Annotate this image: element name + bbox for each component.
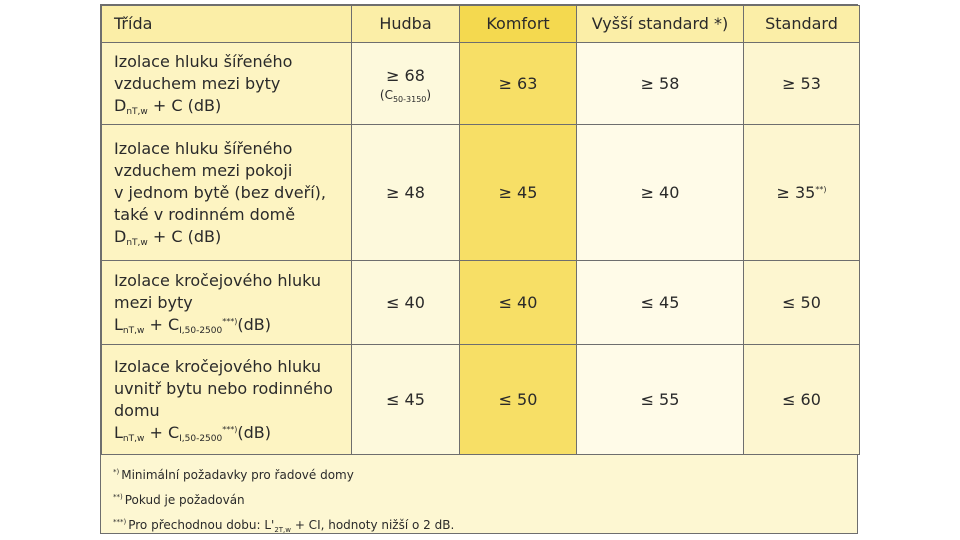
row-label bbox=[102, 125, 352, 261]
header-row bbox=[102, 6, 860, 43]
label-line: Izolace hluku šířeného bbox=[114, 138, 293, 158]
table-row bbox=[102, 345, 860, 455]
label-line: Izolace hluku šířeného bbox=[114, 51, 293, 71]
row-label bbox=[102, 345, 352, 455]
table-row bbox=[102, 125, 860, 261]
cell-hudba: ≥ 68 $(C_{50-3150})$ bbox=[352, 43, 460, 125]
header-trida: Třída bbox=[102, 6, 352, 43]
cell-hudba: ≤ 45 bbox=[352, 345, 460, 455]
footnote: ***) Pro přechodnou dobu: $L'_{2T,w}$ + CI, hodnoty nižší o 2 dB. bbox=[113, 518, 455, 534]
label-line: vzduchem mezi pokoji bbox=[114, 160, 293, 180]
footnote: *) Minimální požadavky pro řadové domy bbox=[113, 468, 354, 482]
cell-standard: ≤ 60 bbox=[744, 345, 860, 455]
label-line: Izolace kročejového hluku bbox=[114, 356, 322, 376]
row-label bbox=[102, 43, 352, 125]
footnote-mark: **) bbox=[815, 184, 827, 194]
cell-komfort: ≤ 40 bbox=[460, 261, 577, 345]
cell-vyssi-standard: ≤ 55 bbox=[577, 345, 744, 455]
cell-komfort: ≥ 45 bbox=[460, 125, 577, 261]
footnotes bbox=[101, 455, 857, 536]
cell-standard: ≤ 50 bbox=[744, 261, 860, 345]
cell-vyssi-standard: ≥ 40 bbox=[577, 125, 744, 261]
label-line: mezi byty bbox=[114, 292, 193, 312]
header-hudba: Hudba bbox=[352, 6, 460, 43]
label-line: Izolace kročejového hluku bbox=[114, 270, 322, 290]
label-line: v jednom bytě (bez dveří), bbox=[114, 182, 326, 202]
row-formula: $D_{nT,w} + C$ (dB) bbox=[114, 95, 222, 117]
cell-komfort: ≥ 63 bbox=[460, 43, 577, 125]
label-line: vzduchem mezi byty bbox=[114, 73, 281, 93]
cell-hudba: ≤ 40 bbox=[352, 261, 460, 345]
row-formula: $L_{nT,w} + C_{I,50-2500}^{***)}(dB)$ bbox=[114, 422, 271, 444]
sound-insulation-table bbox=[101, 5, 860, 455]
requirements-table-container bbox=[100, 4, 858, 534]
label-line: také v rodinném domě bbox=[114, 204, 296, 224]
table-row bbox=[102, 43, 860, 125]
row-formula: $D_{nT,w} + C$ (dB) bbox=[114, 226, 222, 248]
cell-vyssi-standard: ≥ 58 bbox=[577, 43, 744, 125]
row-formula: $L_{nT,w} + C_{I,50-2500}^{***)}(dB)$ bbox=[114, 314, 271, 336]
cell-hudba: ≥ 48 bbox=[352, 125, 460, 261]
label-line: uvnitř bytu nebo rodinného bbox=[114, 378, 333, 398]
header-vyssi-standard: Vyšší standard *) bbox=[577, 6, 744, 43]
cell-standard: ≥ 35**) bbox=[744, 125, 860, 261]
cell-komfort: ≤ 50 bbox=[460, 345, 577, 455]
header-standard: Standard bbox=[744, 6, 860, 43]
label-line: domu bbox=[114, 400, 160, 420]
footnote: **) Pokud je požadován bbox=[113, 493, 245, 507]
row-label bbox=[102, 261, 352, 345]
header-komfort: Komfort bbox=[460, 6, 577, 43]
table-row bbox=[102, 261, 860, 345]
cell-vyssi-standard: ≤ 45 bbox=[577, 261, 744, 345]
hudba-note: $(C_{50-3150})$ bbox=[379, 87, 432, 104]
cell-standard: ≥ 53 bbox=[744, 43, 860, 125]
